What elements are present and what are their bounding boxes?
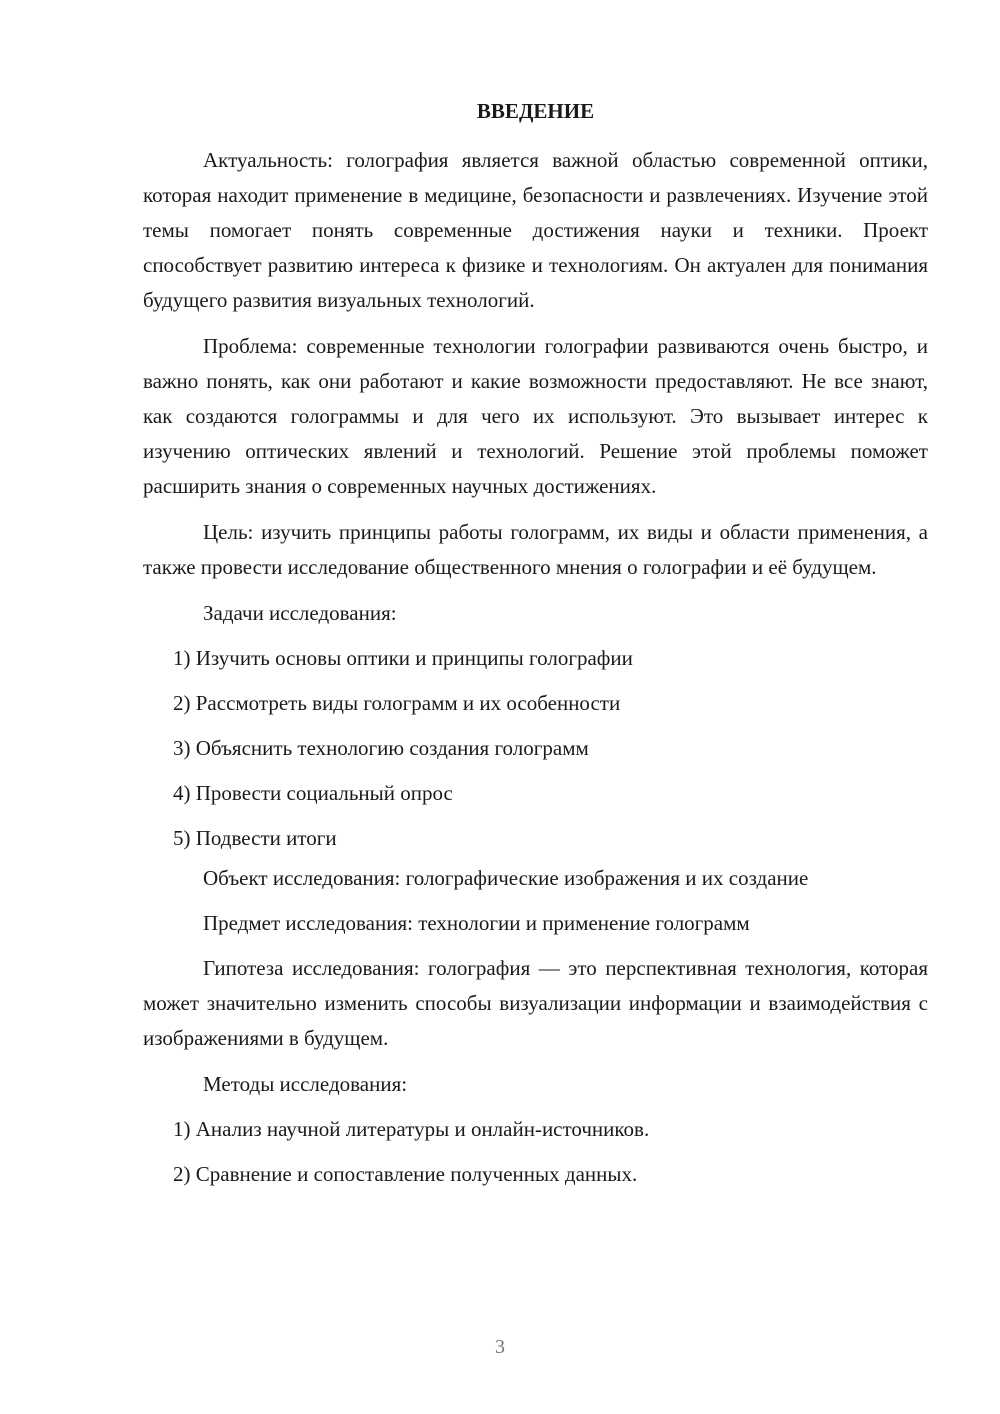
section-title: ВВЕДЕНИЕ [476, 99, 595, 123]
object-line: Объект исследования: голографические изображения и их создание [203, 866, 809, 890]
subject-line: Предмет исследования: технологии и применение голограмм [203, 911, 750, 935]
method-item-2: 2) Сравнение и сопоставление полученных данных. [173, 1162, 638, 1186]
document-page [143, 96, 928, 1202]
method-item-1: 1) Анализ научной литературы и онлайн-источников. [173, 1117, 650, 1141]
methods-heading: Методы исследования: [203, 1072, 408, 1096]
hypothesis-paragraph: Гипотеза исследования: голография — это перспективная технология, которая может значительно изменить способы визуализации информации и взаимодействия с изображениями в будущем. [143, 956, 928, 1050]
task-item-1: 1) Изучить основы оптики и принципы голографии [173, 646, 633, 670]
goal-paragraph: Цель: изучить принципы работы голограмм, их виды и области применения, а также провести исследование общественного мнения о голографии и её будущем. [143, 520, 928, 579]
task-item-5: 5) Подвести итоги [173, 826, 337, 850]
tasks-heading: Задачи исследования: [203, 601, 397, 625]
relevance-paragraph: Актуальность: голография является важной областью современной оптики, которая находит применение в медицине, безопасности и развлечениях. Изучение этой темы помогает понять современные достижения науки и техники. Проект способствует развитию интереса к физике и технологиям. Он актуален для понимания будущего развития визуальных технологий. [143, 148, 928, 312]
task-item-2: 2) Рассмотреть виды голограмм и их особенности [173, 691, 621, 715]
task-item-3: 3) Объяснить технологию создания голограмм [173, 736, 589, 760]
problem-paragraph: Проблема: современные технологии голографии развиваются очень быстро, и важно понять, как они работают и какие возможности предоставляют. Не все знают, как создаются голограммы и для чего их используют. Это вызывает интерес к изучению оптических явлений и технологий. Решение этой проблемы поможет расширить знания о современных научных достижениях. [143, 334, 928, 498]
task-item-4: 4) Провести социальный опрос [173, 781, 453, 805]
page-number: 3 [495, 1336, 505, 1358]
